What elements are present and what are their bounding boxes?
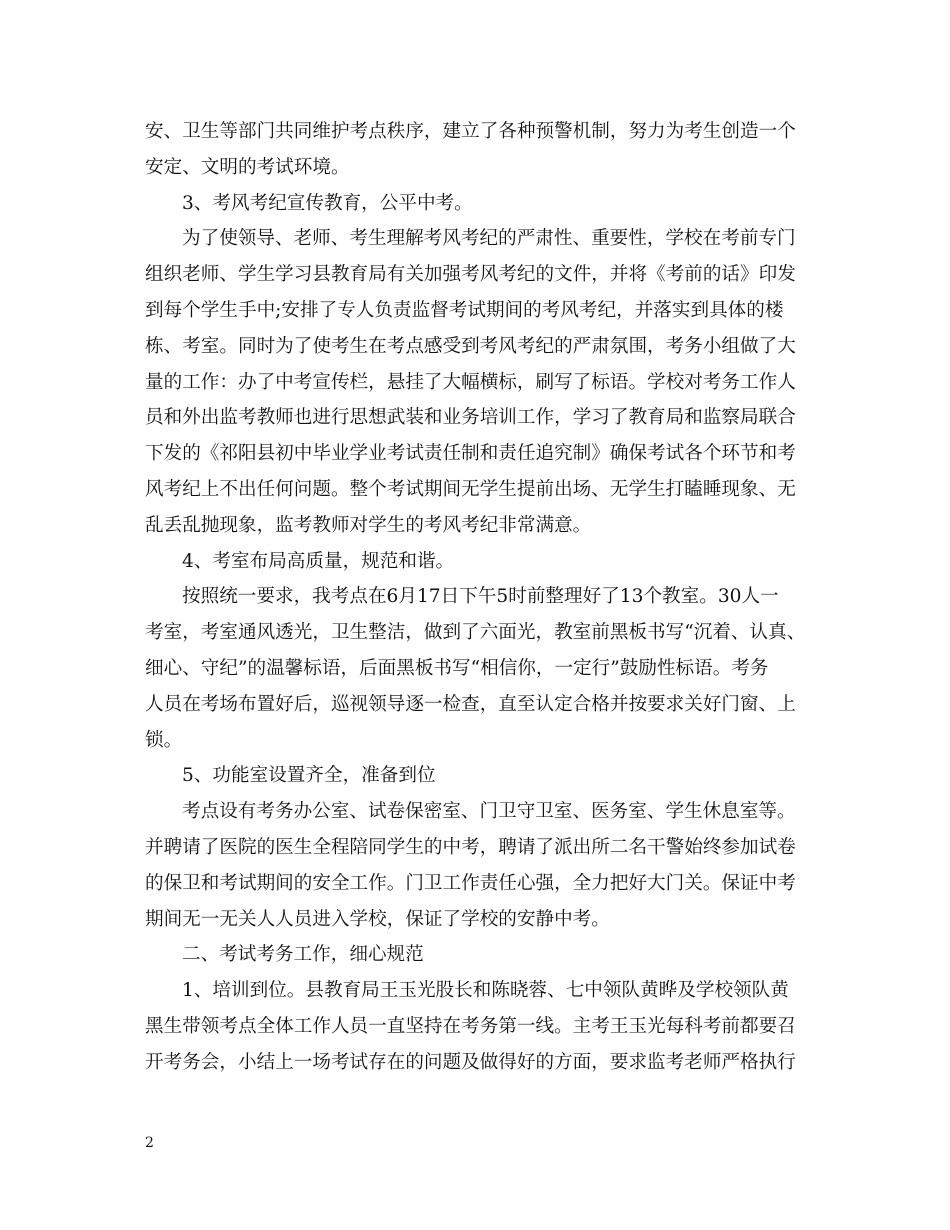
text-line: 量的工作：办了中考宣传栏，悬挂了大幅横标，刷写了标语。学校对考务工作人 bbox=[145, 371, 796, 393]
page-number: 2 bbox=[145, 1135, 154, 1151]
text-line: 4、考室布局高质量，规范和谐。 bbox=[182, 550, 455, 572]
text-line: 下发的《祁阳县初中毕业学业考试责任制和责任追究制》确保考试各个环节和考 bbox=[145, 443, 796, 465]
text-line: 1、培训到位。县教育局王玉光股长和陈晓蓉、七中领队黄晔及学校领队黄 bbox=[182, 980, 789, 1002]
text-line: 安定、文明的考试环境。 bbox=[145, 156, 350, 178]
text-line: 5、功能室设置齐全，准备到位 bbox=[182, 765, 436, 787]
text-line: 期间无一无关人人员进入学校，保证了学校的安静中考。 bbox=[145, 908, 610, 930]
text-line: 3、考风考纪宣传教育，公平中考。 bbox=[182, 192, 473, 214]
text-line: 为了使领导、老师、考生理解考风考纪的严肃性、重要性，学校在考前专门 bbox=[182, 228, 796, 250]
document-body bbox=[145, 114, 805, 1081]
text-line: 安、卫生等部门共同维护考点秩序，建立了各种预警机制，努力为考生创造一个 bbox=[145, 121, 796, 142]
text-line: 开考务会，小结上一场考试存在的问题及做得好的方面，要求监考老师严格执行 bbox=[145, 1051, 796, 1073]
text-line: 到每个学生手中;安排了专人负责监督考试期间的考风考纪，并落实到具体的楼 bbox=[145, 299, 784, 321]
text-line: 细心、守纪”的温馨标语，后面黑板书写“相信你，一定行”鼓励性标语。考务 bbox=[145, 657, 769, 679]
text-line: 考室，考室通风透光，卫生整洁，做到了六面光，教室前黑板书写“沉着、认真、 bbox=[145, 622, 805, 644]
text-line: 考点设有考务办公室、试卷保密室、门卫守卫室、医务室、学生休息室等。 bbox=[182, 801, 796, 823]
text-line: 乱丢乱抛现象，监考教师对学生的考风考纪非常满意。 bbox=[145, 514, 592, 536]
text-line: 栋、考室。同时为了使考生在考点感受到考风考纪的严肃氛围，考务小组做了大 bbox=[145, 335, 796, 357]
text-line: 按照统一要求，我考点在6月17日下午5时前整理好了13个教室。30人一 bbox=[182, 586, 779, 608]
text-line: 组织老师、学生学习县教育局有关加强考风考纪的文件，并将《考前的话》印发 bbox=[145, 264, 796, 286]
text-line: 风考纪上不出任何问题。整个考试期间无学生提前出场、无学生打瞌睡现象、无 bbox=[145, 478, 796, 500]
text-line: 锁。 bbox=[145, 729, 183, 751]
text-line: 并聘请了医院的医生全程陪同学生的中考，聘请了派出所二名干警始终参加试卷 bbox=[145, 836, 796, 858]
text-line: 人员在考场布置好后，巡视领导逐一检查，直至认定合格并按要求关好门窗、上 bbox=[145, 693, 796, 715]
text-line: 黑生带领考点全体工作人员一直坚持在考务第一线。主考王玉光每科考前都要召 bbox=[145, 1015, 796, 1037]
text-line: 的保卫和考试期间的安全工作。门卫工作责任心强，全力把好大门关。保证中考 bbox=[145, 872, 796, 894]
text-line: 二、考试考务工作，细心规范 bbox=[182, 944, 424, 966]
text-line: 员和外出监考教师也进行思想武装和业务培训工作，学习了教育局和监察局联合 bbox=[145, 407, 796, 429]
